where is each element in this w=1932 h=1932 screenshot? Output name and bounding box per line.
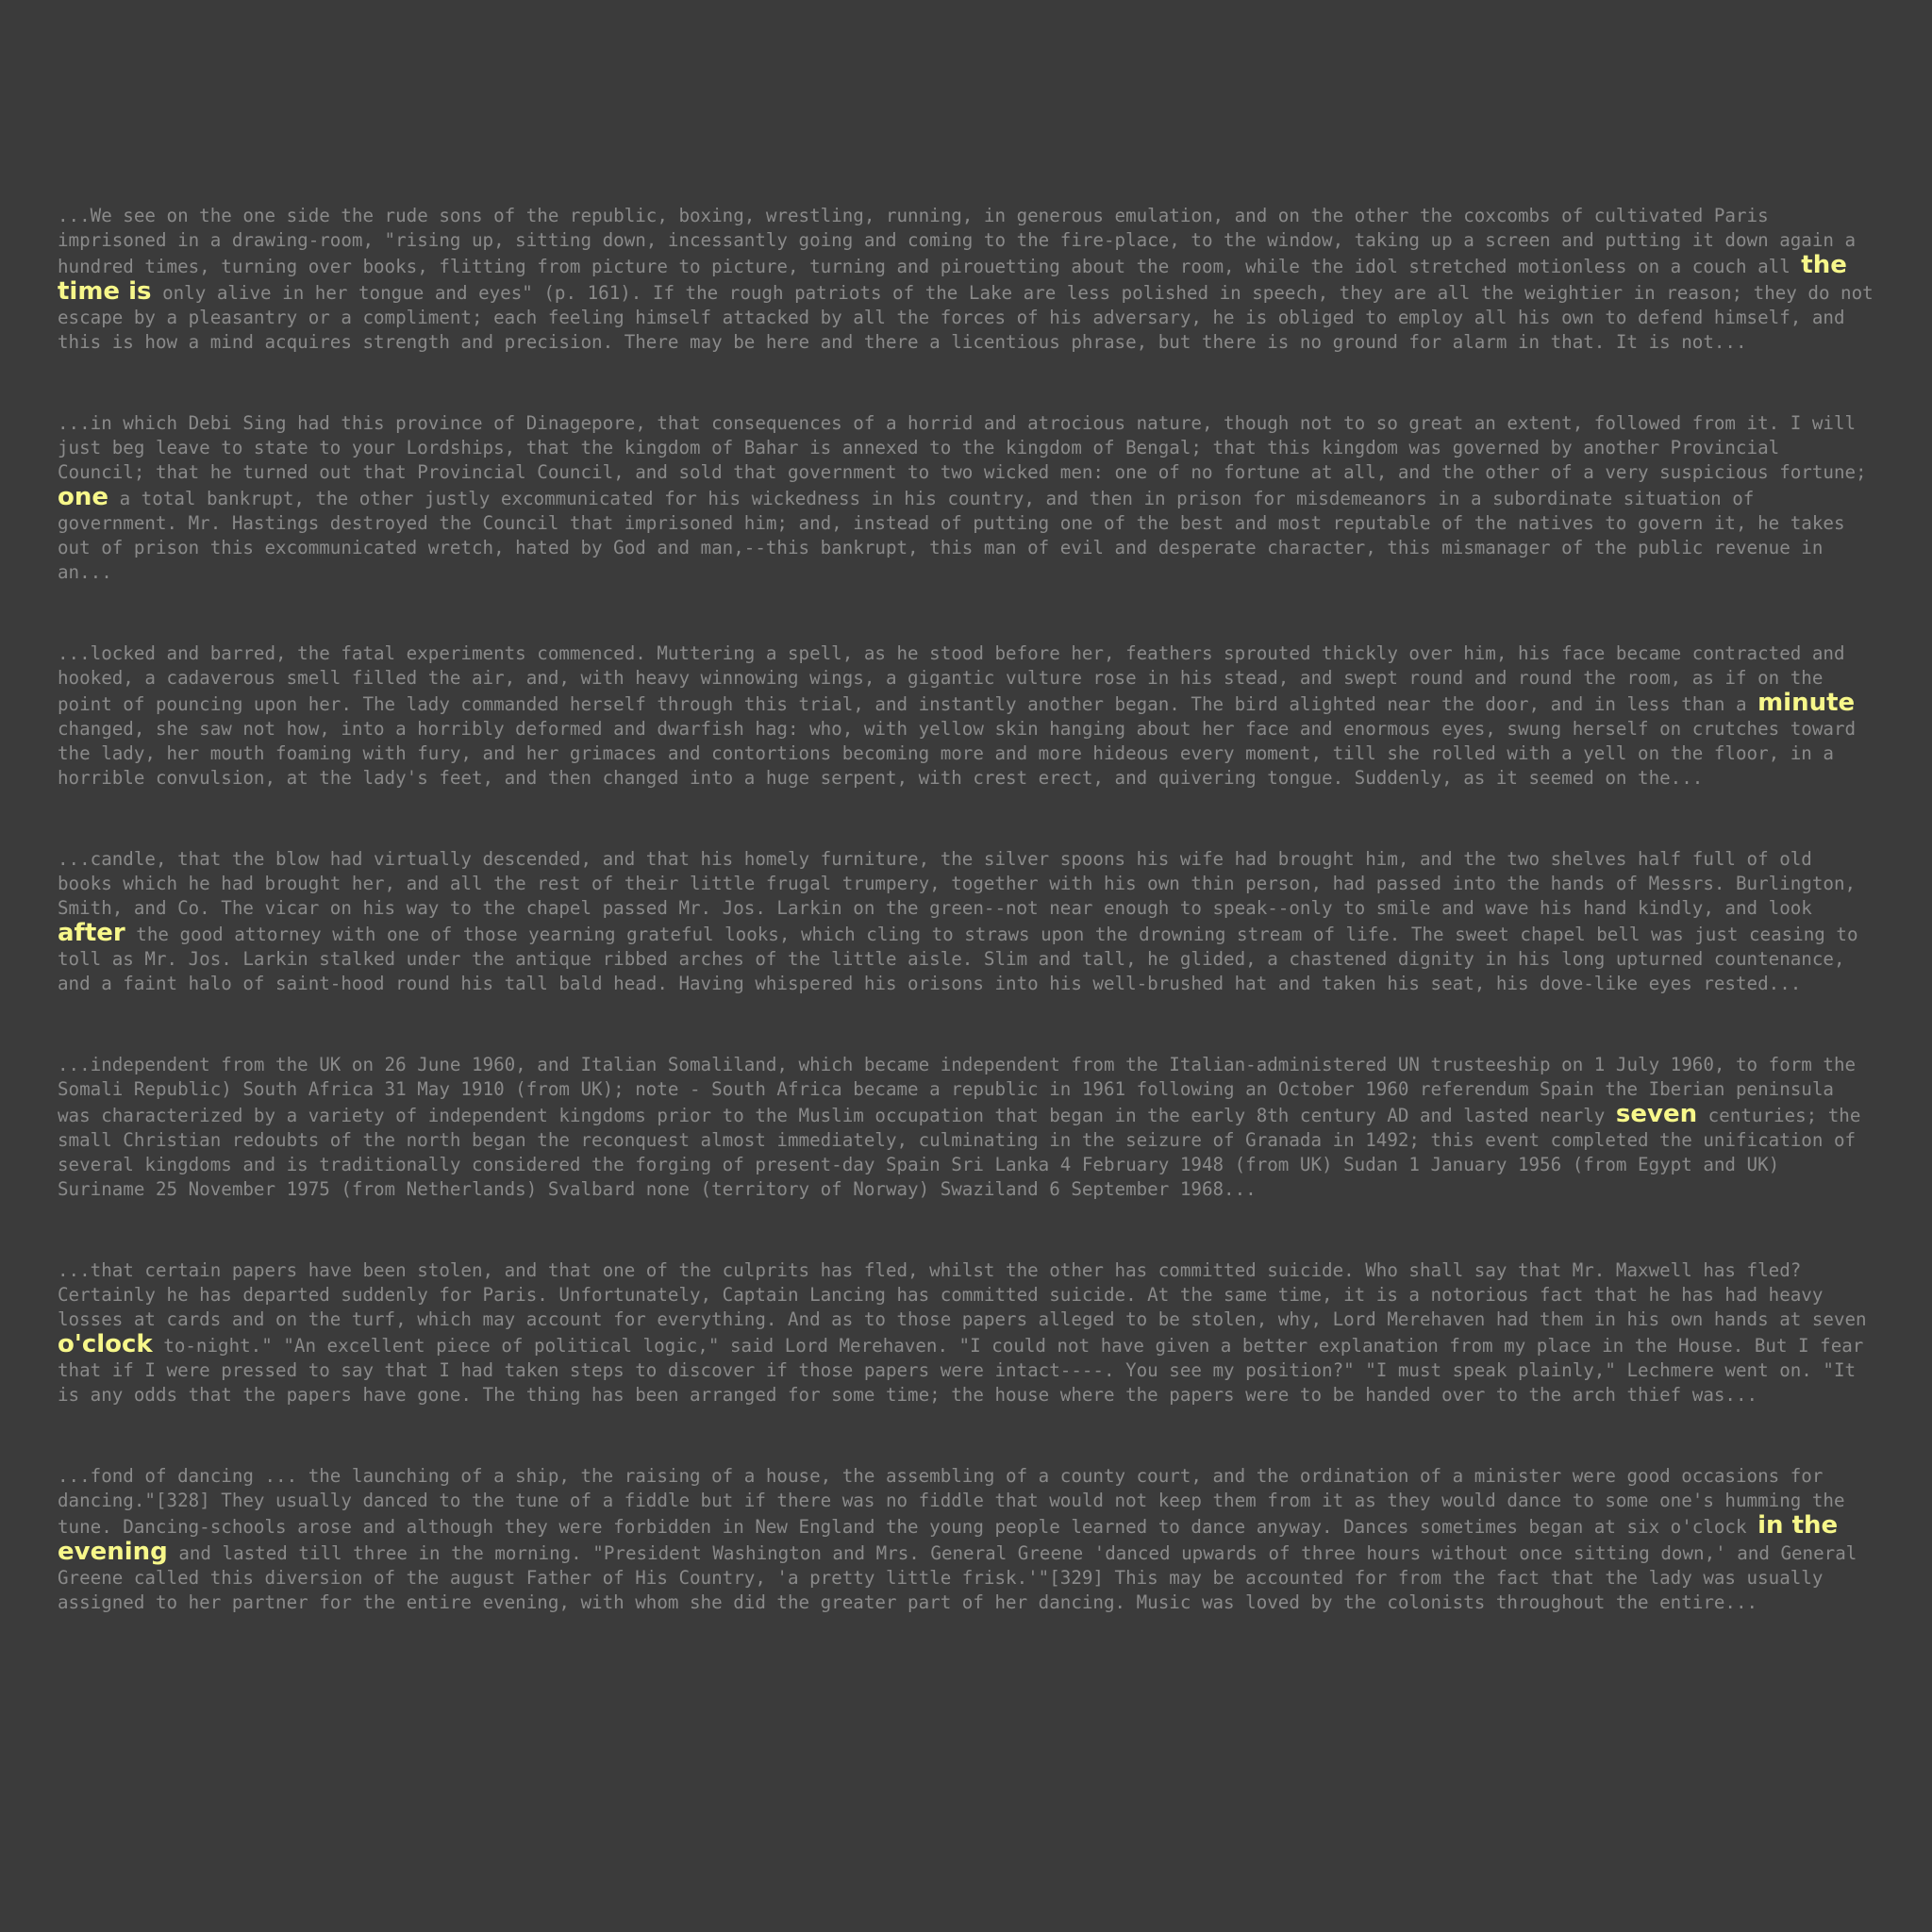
excerpt-text-after: to-night." "An excellent piece of political logic," said Lord Merehaven. "I could not have given a better explanation from my place in the House. But I fear that if I were pressed to say that I had taken steps to discover if those papers were intact----. You see my position?" "I must speak plainly," Lechmere went on. "It is any odds that the papers have gone. The thing has been arranged for some time; the house where the papers were to be handed over to the arch thief was... xyxy=(58,1335,1864,1406)
excerpt-text-before: ...fond of dancing ... the launching of a ship, the raising of a house, the assembling of a county court, and the ordination of a minister were good occasions for dancing."[328] They usually danced to the tune of a fiddle but if there was no fiddle that would not keep them from it as they would dance to some one's humming the tune. Dancing-schools arose and although they were forbidden in New England the young people learned to dance anyway. Dances sometimes began at six o'clock xyxy=(58,1465,1845,1538)
excerpt-text-after: changed, she saw not how, into a horribly deformed and dwarfish hag: who, with yellow skin hanging about her face and enormous eyes, swung herself on crutches toward the lady, her mouth foaming with fury, and her grimaces and contortions becoming more and more hideous every moment, till she rolled with a yell on the floor, in a horrible convulsion, at the lady's feet, and then changed into a huge serpent, with crest erect, and quivering tongue. Suddenly, as it seemed on the... xyxy=(58,718,1857,789)
excerpt-text-before: ...candle, that the blow had virtually descended, and that his homely furniture, the silver spoons his wife had brought him, and the two shelves half full of old books which he had brought her, and all the rest of their little frugal trumpery, together with his own thin person, had passed into the hands of Messrs. Burlington, Smith, and Co. The vicar on his way to the chapel passed Mr. Jos. Larkin on the green--not near enough to speak--only to smile and wave his hand kindly, and look xyxy=(58,848,1857,919)
excerpt-paragraph xyxy=(58,1053,1874,1202)
excerpt-text-before: ...that certain papers have been stolen, and that one of the culprits has fled, whilst the other has committed suicide. Who shall say that Mr. Maxwell has fled? Certainly he has departed suddenly for Paris. Unfortunately, Captain Lancing has committed suicide. At the same time, it is a notorious fact that he has had heavy losses at cards and on the turf, which may account for everything. And as to those papers alleged to be stolen, why, Lord Merehaven had them in his own hands at seven xyxy=(58,1259,1867,1330)
highlighted-phrase: seven xyxy=(1615,1100,1698,1128)
excerpt-paragraph xyxy=(58,204,1874,355)
highlighted-phrase: after xyxy=(58,919,125,947)
excerpt-paragraph xyxy=(58,411,1874,585)
highlighted-phrase: in the evening xyxy=(58,1511,1839,1566)
excerpt-text-after: only alive in her tongue and eyes" (p. 161). If the rough patriots of the Lake are less polished in speech, they are all the weightier in reason; they do not escape by a pleasantry or a compliment; each feeling himself attacked by all the forces of his adversary, he is obliged to employ all his own to defend himself, and this is how a mind acquires strength and precision. There may be here and there a licentious phrase, but there is no ground for alarm in that. It is not... xyxy=(58,282,1874,353)
highlighted-phrase: o'clock xyxy=(58,1330,153,1358)
excerpt-text-after: and lasted till three in the morning. "President Washington and Mrs. General Greene 'danced upwards of three hours without once sitting down,' and General Greene called this diversion of the august Father of His Country, 'a pretty little frisk.'"[329] This may be accounted for from the fact that the lady was usually assigned to her partner for the entire evening, with whom she did the greater part of her dancing. Music was loved by the colonists throughout the entire... xyxy=(58,1542,1857,1613)
excerpt-paragraph xyxy=(58,641,1874,791)
excerpt-paragraph xyxy=(58,1258,1874,1407)
excerpt-text-after: the good attorney with one of those yearning grateful looks, which cling to straws upon the drowning stream of life. The sweet chapel bell was just ceasing to toll as Mr. Jos. Larkin stalked under the antique ribbed arches of the little aisle. Slim and tall, he glided, a chastened dignity in his long upturned countenance, and a faint halo of saint-hood round his tall bald head. Having whispered his orisons into his well-brushed hat and taken his seat, his dove-like eyes rested... xyxy=(58,924,1858,994)
excerpt-paragraph xyxy=(58,1464,1874,1615)
excerpt-text-before: ...We see on the one side the rude sons of the republic, boxing, wrestling, running, in generous emulation, and on the other the coxcombs of cultivated Paris imprisoned in a drawing-room, "rising up, sitting down, incessantly going and coming to the fire-place, to the window, taking up a screen and putting it down again a hundred times, turning over books, flitting from picture to picture, turning and pirouetting about the room, while the idol stretched motionless on a couch all xyxy=(58,205,1857,277)
highlighted-phrase: one xyxy=(58,483,109,511)
excerpt-text-after: a total bankrupt, the other justly excommunicated for his wickedness in his country, and then in prison for misdemeanors in a subordinate situation of government. Mr. Hastings destroyed the Council that imprisoned him; and, instead of putting one of the best and most reputable of the natives to govern it, he takes out of prison this excommunicated wretch, hated by God and man,--this bankrupt, this man of evil and desperate character, this mismanager of the public revenue in an... xyxy=(58,488,1845,583)
excerpt-text-before: ...independent from the UK on 26 June 1960, and Italian Somaliland, which became independent from the Italian-administered UN trusteeship on 1 July 1960, to form the Somali Republic) South Africa 31 May 1910 (from UK); note - South Africa became a republic in 1961 following an October 1960 referendum Spain the Iberian peninsula was characterized by a variety of independent kingdoms prior to the Muslim occupation that began in the early 8th century AD and lasted nearly xyxy=(58,1054,1857,1126)
excerpt-text-after: centuries; the small Christian redoubts of the north began the reconquest almost immediately, culminating in the seizure of Granada in 1492; this event completed the unification of several kingdoms and is traditionally considered the forging of present-day Spain Sri Lanka 4 February 1948 (from UK) Sudan 1 January 1956 (from Egypt and UK) Suriname 25 November 1975 (from Netherlands) Svalbard none (territory of Norway) Swaziland 6 September 1968... xyxy=(58,1105,1861,1200)
highlighted-phrase: the time is xyxy=(58,251,1847,306)
excerpt-text-before: ...locked and barred, the fatal experiments commenced. Muttering a spell, as he stood before her, feathers sprouted thickly over him, his face became contracted and hooked, a cadaverous smell filled the air, and, with heavy winnowing wings, a gigantic vulture rose in his stead, and swept round and round the room, as if on the point of pouncing upon her. The lady commanded herself through this trial, and instantly another began. The bird alighted near the door, and in less than a xyxy=(58,642,1845,715)
excerpt-paragraph xyxy=(58,847,1874,996)
excerpt-text-before: ...in which Debi Sing had this province of Dinagepore, that consequences of a horrid and atrocious nature, though not to so great an extent, followed from it. I will just beg leave to state to your Lordships, that the kingdom of Bahar is annexed to the kingdom of Bengal; that this kingdom was governed by another Provincial Council; that he turned out that Provincial Council, and sold that government to two wicked men: one of no fortune at all, and the other of a very suspicious fortune; xyxy=(58,412,1867,483)
highlighted-phrase: minute xyxy=(1757,689,1856,717)
